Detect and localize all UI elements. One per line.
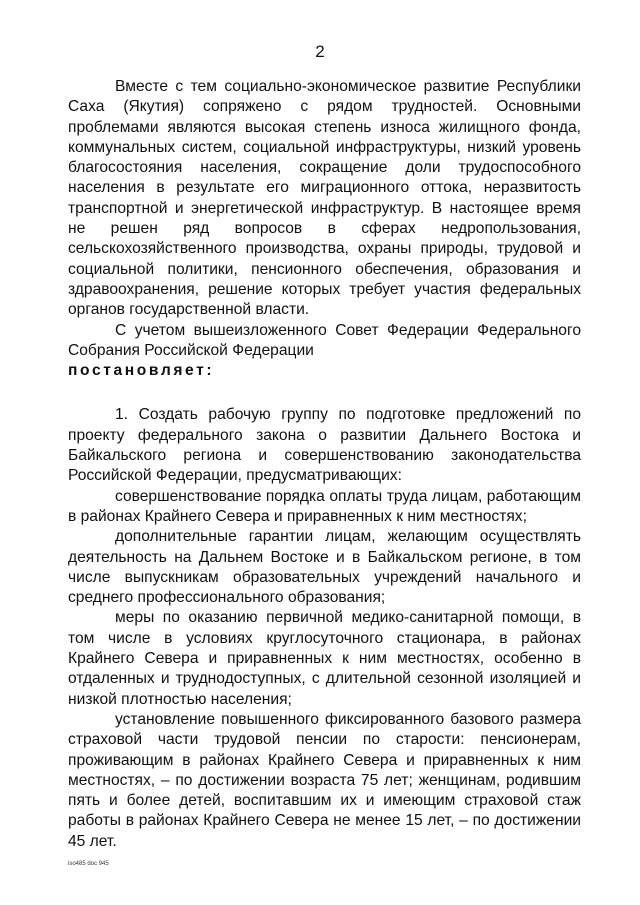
footer-document-code: iso485 doc 945 bbox=[68, 861, 109, 867]
page-number: 2 bbox=[315, 42, 325, 61]
paragraph-considering: С учетом вышеизложенного Совет Федерации Федерального Собрания Российской Федерации bbox=[68, 321, 581, 359]
paragraph-guarantees: дополнительные гарантии лицам, желающим осуществлять деятельность на Дальнем Востоке и в Байкальском регионе, в том числе выпускникам образовательных учреждений начального и среднего профессионального образования; bbox=[68, 528, 581, 607]
paragraph-resolves bbox=[68, 361, 581, 381]
paragraph-difficulties: Вместе с тем социально-экономическое развитие Республики Саха (Якутия) сопряжено с рядом трудностей. Основными проблемами являются высокая степень износа жилищного фонда, коммунальных систем, социальной инфраструктуры, низкий уровень благосостояния населения, сокращение доли трудоспособного населения в результате его миграционного оттока, неразвитость транспортной и энергетической инфраструктур. В настоящее время не решен ряд вопросов в сферах недропользования, сельскохозяйственного производства, охраны природы, трудовой и социальной политики, пенсионного обеспечения, образования и здравоохранения, решение которых требует участия федеральных органов государственной власти. bbox=[68, 78, 581, 319]
paragraph-medical: меры по оказанию первичной медико-санитарной помощи, в том числе в условиях круглосуточного стационара, в районах Крайнего Севера и приравненных к ним местностях, особенно в отдаленных и труднодоступных, с длительной сезонной изоляцией и низкой плотностью населения; bbox=[68, 609, 581, 708]
paragraph-labor-pay: совершенствование порядка оплаты труда лицам, работающим в районах Крайнего Севера и приравненных к ним местностях; bbox=[68, 487, 581, 525]
paragraph-item-1: 1. Создать рабочую группу по подготовке предложений по проекту федерального закона о развитии Дальнего Востока и Байкальского региона и совершенствованию законодательства Российской Федерации, предусматривающих: bbox=[68, 406, 581, 485]
document-body bbox=[68, 77, 581, 852]
spacer bbox=[68, 381, 581, 405]
resolves-word: постановляет: bbox=[68, 362, 215, 380]
paragraph-pension: установление повышенного фиксированного базового размера страховой части трудовой пенсии по старости: пенсионерам, проживающим в районах Крайнего Севера и приравненных к ним местностях, – по достижении возраста 75 лет; женщинам, родившим пять и более детей, воспитавшим их и имеющим страховой стаж работы в районах Крайнего Севера не менее 15 лет, – по достижении 45 лет. bbox=[68, 710, 581, 850]
